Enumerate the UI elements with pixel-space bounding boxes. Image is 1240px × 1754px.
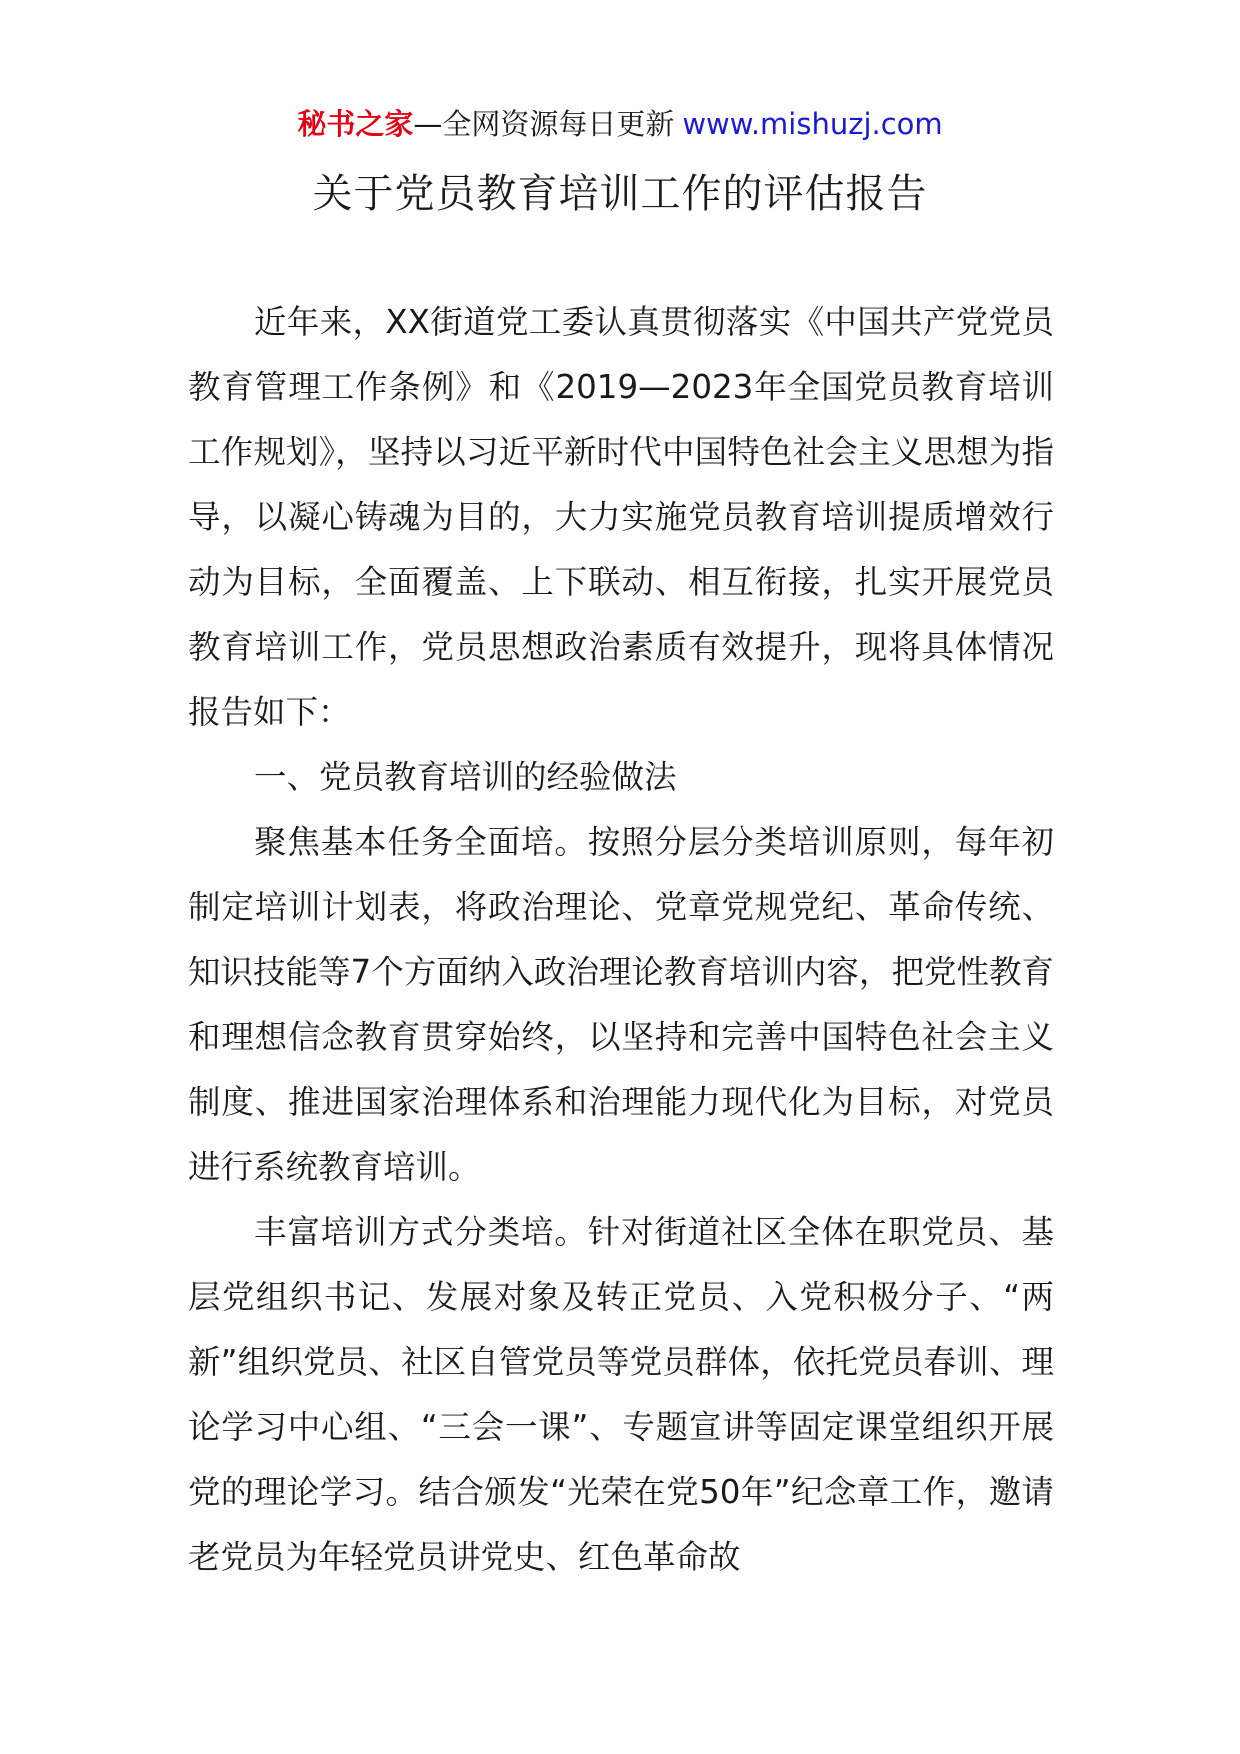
banner-slogan: —全网资源每日更新 [413,107,675,141]
intro-paragraph: 近年来，XX街道党工委认真贯彻落实《中国共产党党员教育管理工作条例》和《2019—2023年全国党员教育培训工作规划》，坚持以习近平新时代中国特色社会主义思想为指导，以凝心铸魂为目的，大力实施党员教育培训提质增效行动为目标，全面覆盖、上下联动、相互衔接，扎实开展党员教育培训工作，党员思想政治素质有效提升，现将具体情况报告如下： [188,303,1054,731]
body-paragraph: 丰富培训方式分类培。针对街道社区全体在职党员、基层党组织书记、发展对象及转正党员、入党积极分子、“两新”组织党员、社区自管党员等党员群体，依托党员春训、理论学习中心组、“三会一课”、专题宣讲等固定课堂组织开展党的理论学习。结合颁发“光荣在党50年”纪念章工作，邀请老党员为年轻党员讲党史、红色革命故 [188,1213,1054,1576]
source-banner [0,104,1240,144]
website-link[interactable]: www.mishuzj.com [682,107,943,141]
document-body [188,290,1054,1590]
brand-name: 秘书之家 [297,107,414,141]
document-title: 关于党员教育培训工作的评估报告 [312,171,928,217]
section-heading: 一、党员教育培训的经验做法 [254,758,677,796]
body-paragraph: 聚焦基本任务全面培。按照分层分类培训原则，每年初制定培训计划表，将政治理论、党章党规党纪、革命传统、知识技能等7个方面纳入政治理论教育培训内容，把党性教育和理想信念教育贯穿始终，以坚持和完善中国特色社会主义制度、推进国家治理体系和治理能力现代化为目标，对党员进行系统教育培训。 [188,823,1054,1186]
